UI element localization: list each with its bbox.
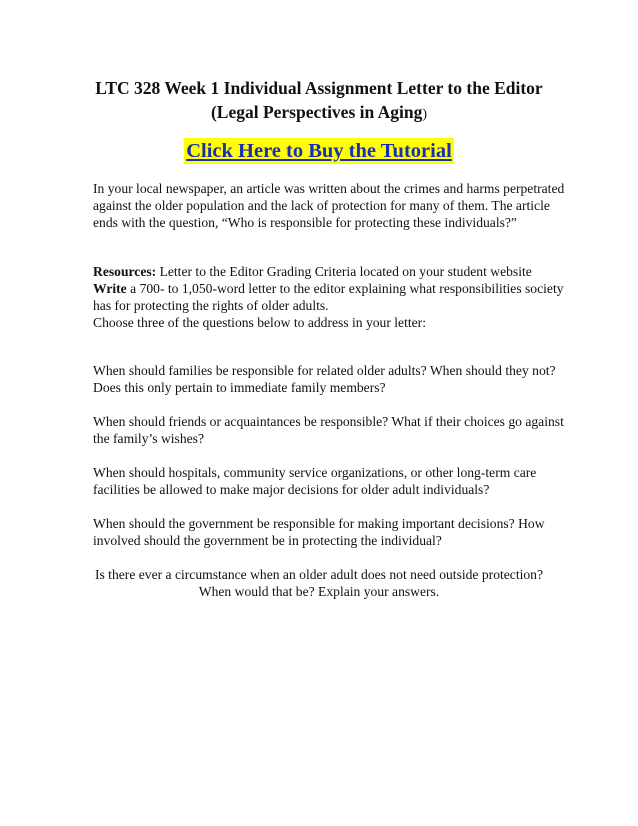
intro-paragraph <box>93 180 573 231</box>
buy-link-container <box>0 138 638 164</box>
buy-tutorial-link[interactable]: Click Here to Buy the Tutorial <box>186 140 452 162</box>
resources-text: Letter to the Editor Grading Criteria located on your student website <box>156 264 532 279</box>
choose-line: Choose three of the questions below to address in your letter: <box>93 315 426 330</box>
question-text: When should the government be responsible for making important decisions? How involved should the government be in protecting the individual? <box>93 516 545 548</box>
question-text: When should hospitals, community service organizations, or other long-term care facilities be allowed to make major decisions for older adult individuals? <box>93 465 537 497</box>
question-text: When should families be responsible for related older adults? When should they not? Does this only pertain to immediate family members? <box>93 363 556 395</box>
write-text: a 700- to 1,050-word letter to the editor explaining what responsibilities society has for protecting the rights of older adults. <box>93 281 564 313</box>
question-3 <box>93 464 573 498</box>
question-text: When should friends or acquaintances be responsible? What if their choices go against the family’s wishes? <box>93 414 564 446</box>
question-4 <box>93 515 573 549</box>
resources-line <box>93 263 573 280</box>
resources-label: Resources: <box>93 264 157 279</box>
intro-text: In your local newspaper, an article was written about the crimes and harms perpetrated against the older population and the lack of protection for many of them. The article ends with the question, “Who is responsible for protecting these individuals?” <box>93 181 565 230</box>
question-1 <box>93 362 573 396</box>
instructions-block <box>93 263 573 331</box>
closing-paragraph <box>20 566 618 600</box>
title-line-1: LTC 328 Week 1 Individual Assignment Letter to the Editor <box>95 78 543 98</box>
title-line-2 <box>40 100 598 127</box>
write-label: Write <box>93 281 127 296</box>
closing-line-1: Is there ever a circumstance when an older adult does not need outside protection? <box>94 567 544 582</box>
write-line <box>93 280 573 314</box>
question-2 <box>93 413 573 447</box>
document-title <box>40 76 598 127</box>
closing-line-2: When would that be? Explain your answers. <box>198 584 440 599</box>
title-line-2-text: (Legal Perspectives in Aging <box>210 102 423 122</box>
title-line-2-close: ) <box>422 107 428 122</box>
